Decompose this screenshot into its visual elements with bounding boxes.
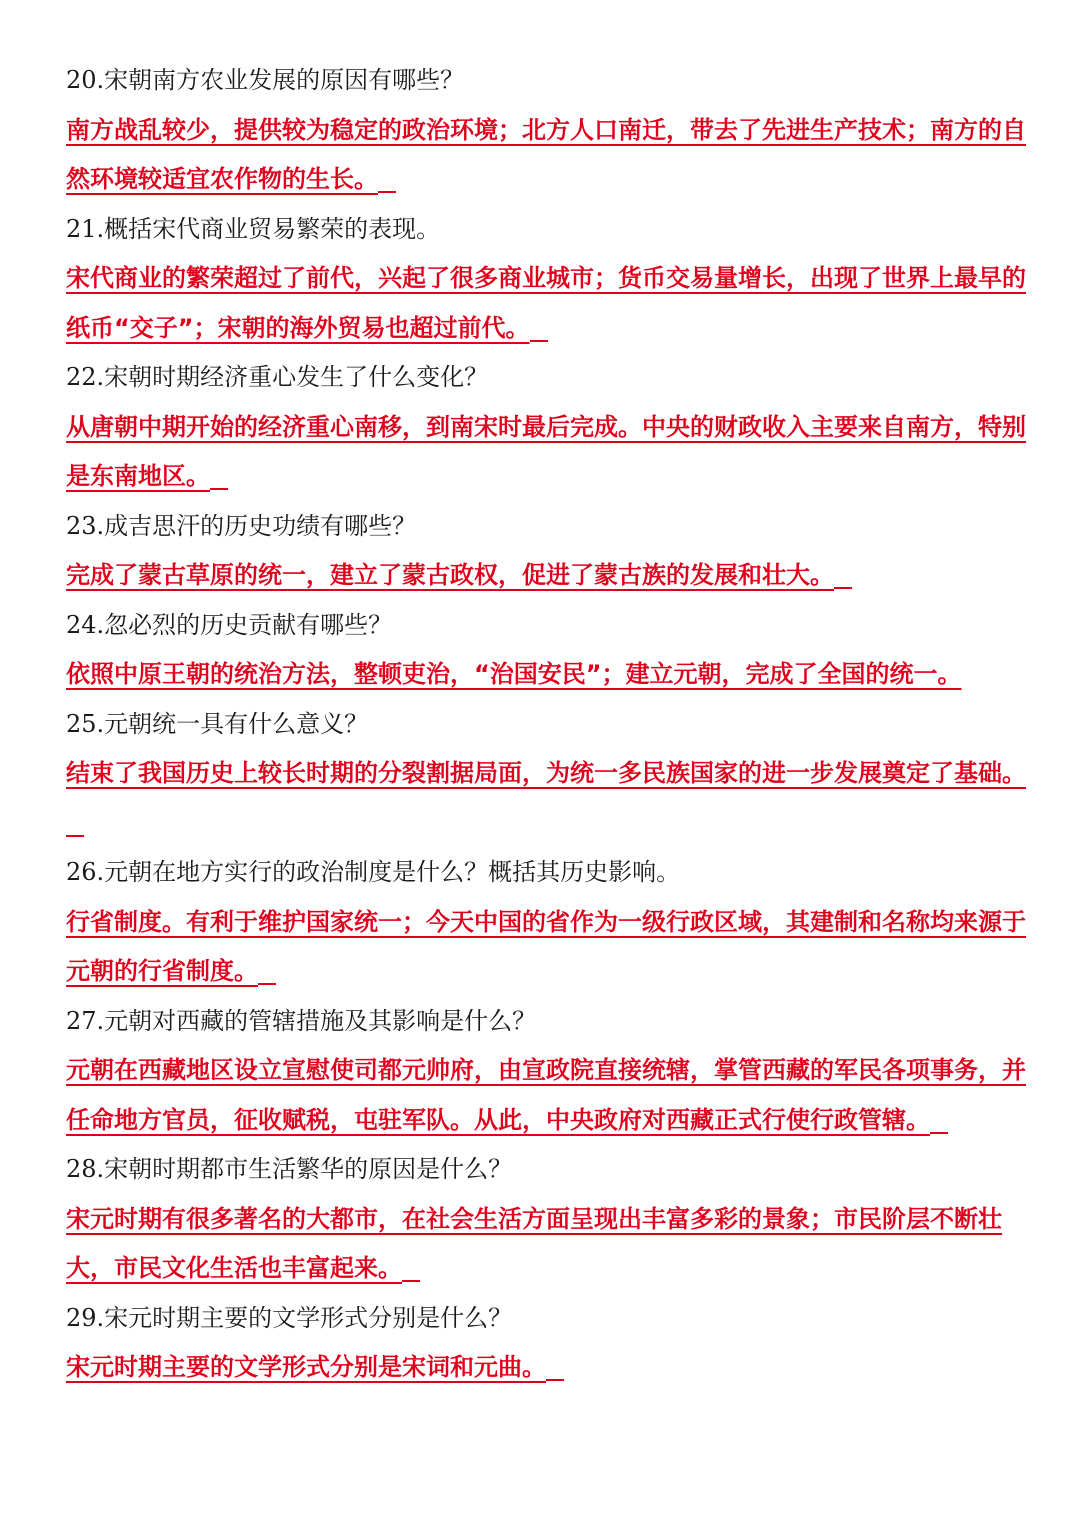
answer-29-underline-tail (546, 1378, 564, 1381)
question-26: 26.元朝在地方实行的政治制度是什么？概括其历史影响。 (66, 858, 681, 886)
answer-25-underline-tail (66, 834, 84, 837)
answer-20 (66, 106, 1031, 205)
qa-item-23 (66, 502, 1031, 601)
question-28: 28.宋朝时期都市生活繁华的原因是什么？ (66, 1155, 513, 1183)
answer-20-text: 南方战乱较少，提供较为稳定的政治环境；北方人口南迁，带去了先进生产技术；南方的自然环境较适宜农作物的生长。 (66, 115, 1026, 193)
question-24: 24.忽必烈的历史贡献有哪些？ (66, 610, 393, 639)
answer-22-text: 从唐朝中期开始的经济重心南移，到南宋时最后完成。中央的财政收入主要来自南方，特别是东南地区。 (66, 412, 1026, 490)
qa-item-25 (66, 700, 1031, 849)
question-20: 20.宋朝南方农业发展的原因有哪些？ (66, 66, 465, 94)
qa-item-22 (66, 353, 1031, 502)
answer-23 (66, 551, 1031, 601)
answer-21-text: 宋代商业的繁荣超过了前代，兴起了很多商业城市；货币交易量增长，出现了世界上最早的纸币“交子”；宋朝的海外贸易也超过前代。 (66, 264, 1026, 342)
answer-27 (66, 1046, 1031, 1145)
answer-27-underline-tail (930, 1131, 948, 1134)
answer-21 (66, 254, 1031, 353)
answer-29 (66, 1343, 1031, 1393)
answer-28-text: 宋元时期有很多著名的大都市，在社会生活方面呈现出丰富多彩的景象；市民阶层不断壮大，市民文化生活也丰富起来。 (66, 1204, 1002, 1282)
answer-25 (66, 749, 1031, 848)
answer-25-text: 结束了我国历史上较长时期的分裂割据局面，为统一多民族国家的进一步发展奠定了基础。 (66, 759, 1026, 787)
answer-22 (66, 403, 1031, 502)
question-21: 21.概括宋代商业贸易繁荣的表现。 (66, 214, 441, 243)
answer-26-underline-tail (258, 982, 276, 985)
answer-20-underline-tail (378, 190, 396, 193)
qa-item-26 (66, 848, 1031, 997)
question-25: 25.元朝统一具有什么意义？ (66, 709, 369, 738)
question-27: 27.元朝对西藏的管辖措施及其影响是什么？ (66, 1006, 537, 1035)
answer-28 (66, 1195, 1031, 1294)
answer-21-underline-tail (530, 339, 548, 342)
qa-item-28 (66, 1145, 1031, 1294)
answer-29-text: 宋元时期主要的文学形式分别是宋词和元曲。 (66, 1353, 546, 1381)
answer-26 (66, 898, 1031, 997)
question-29: 29.宋元时期主要的文学形式分别是什么？ (66, 1303, 513, 1332)
answer-24-text: 依照中原王朝的统治方法，整顿吏治，“治国安民”；建立元朝，完成了全国的统一。 (66, 660, 962, 688)
question-22: 22.宋朝时期经济重心发生了什么变化？ (66, 363, 489, 391)
answer-23-text: 完成了蒙古草原的统一，建立了蒙古政权，促进了蒙古族的发展和壮大。 (66, 561, 834, 589)
question-23: 23.成吉思汗的历史功绩有哪些？ (66, 511, 417, 540)
qa-item-29 (66, 1294, 1031, 1393)
answer-23-underline-tail (834, 586, 852, 589)
qa-item-21 (66, 205, 1031, 354)
qa-item-27 (66, 997, 1031, 1146)
answer-24 (66, 650, 1031, 700)
qa-item-24 (66, 601, 1031, 700)
answer-28-underline-tail (402, 1279, 420, 1282)
answer-27-text: 元朝在西藏地区设立宣慰使司都元帅府，由宣政院直接统辖，掌管西藏的军民各项事务，并任命地方官员，征收赋税，屯驻军队。从此，中央政府对西藏正式行使行政管辖。 (66, 1056, 1026, 1134)
qa-document (66, 56, 1031, 1393)
answer-22-underline-tail (210, 487, 228, 490)
qa-item-20 (66, 56, 1031, 205)
answer-26-text: 行省制度。有利于维护国家统一；今天中国的省作为一级行政区域，其建制和名称均来源于元朝的行省制度。 (66, 907, 1026, 985)
